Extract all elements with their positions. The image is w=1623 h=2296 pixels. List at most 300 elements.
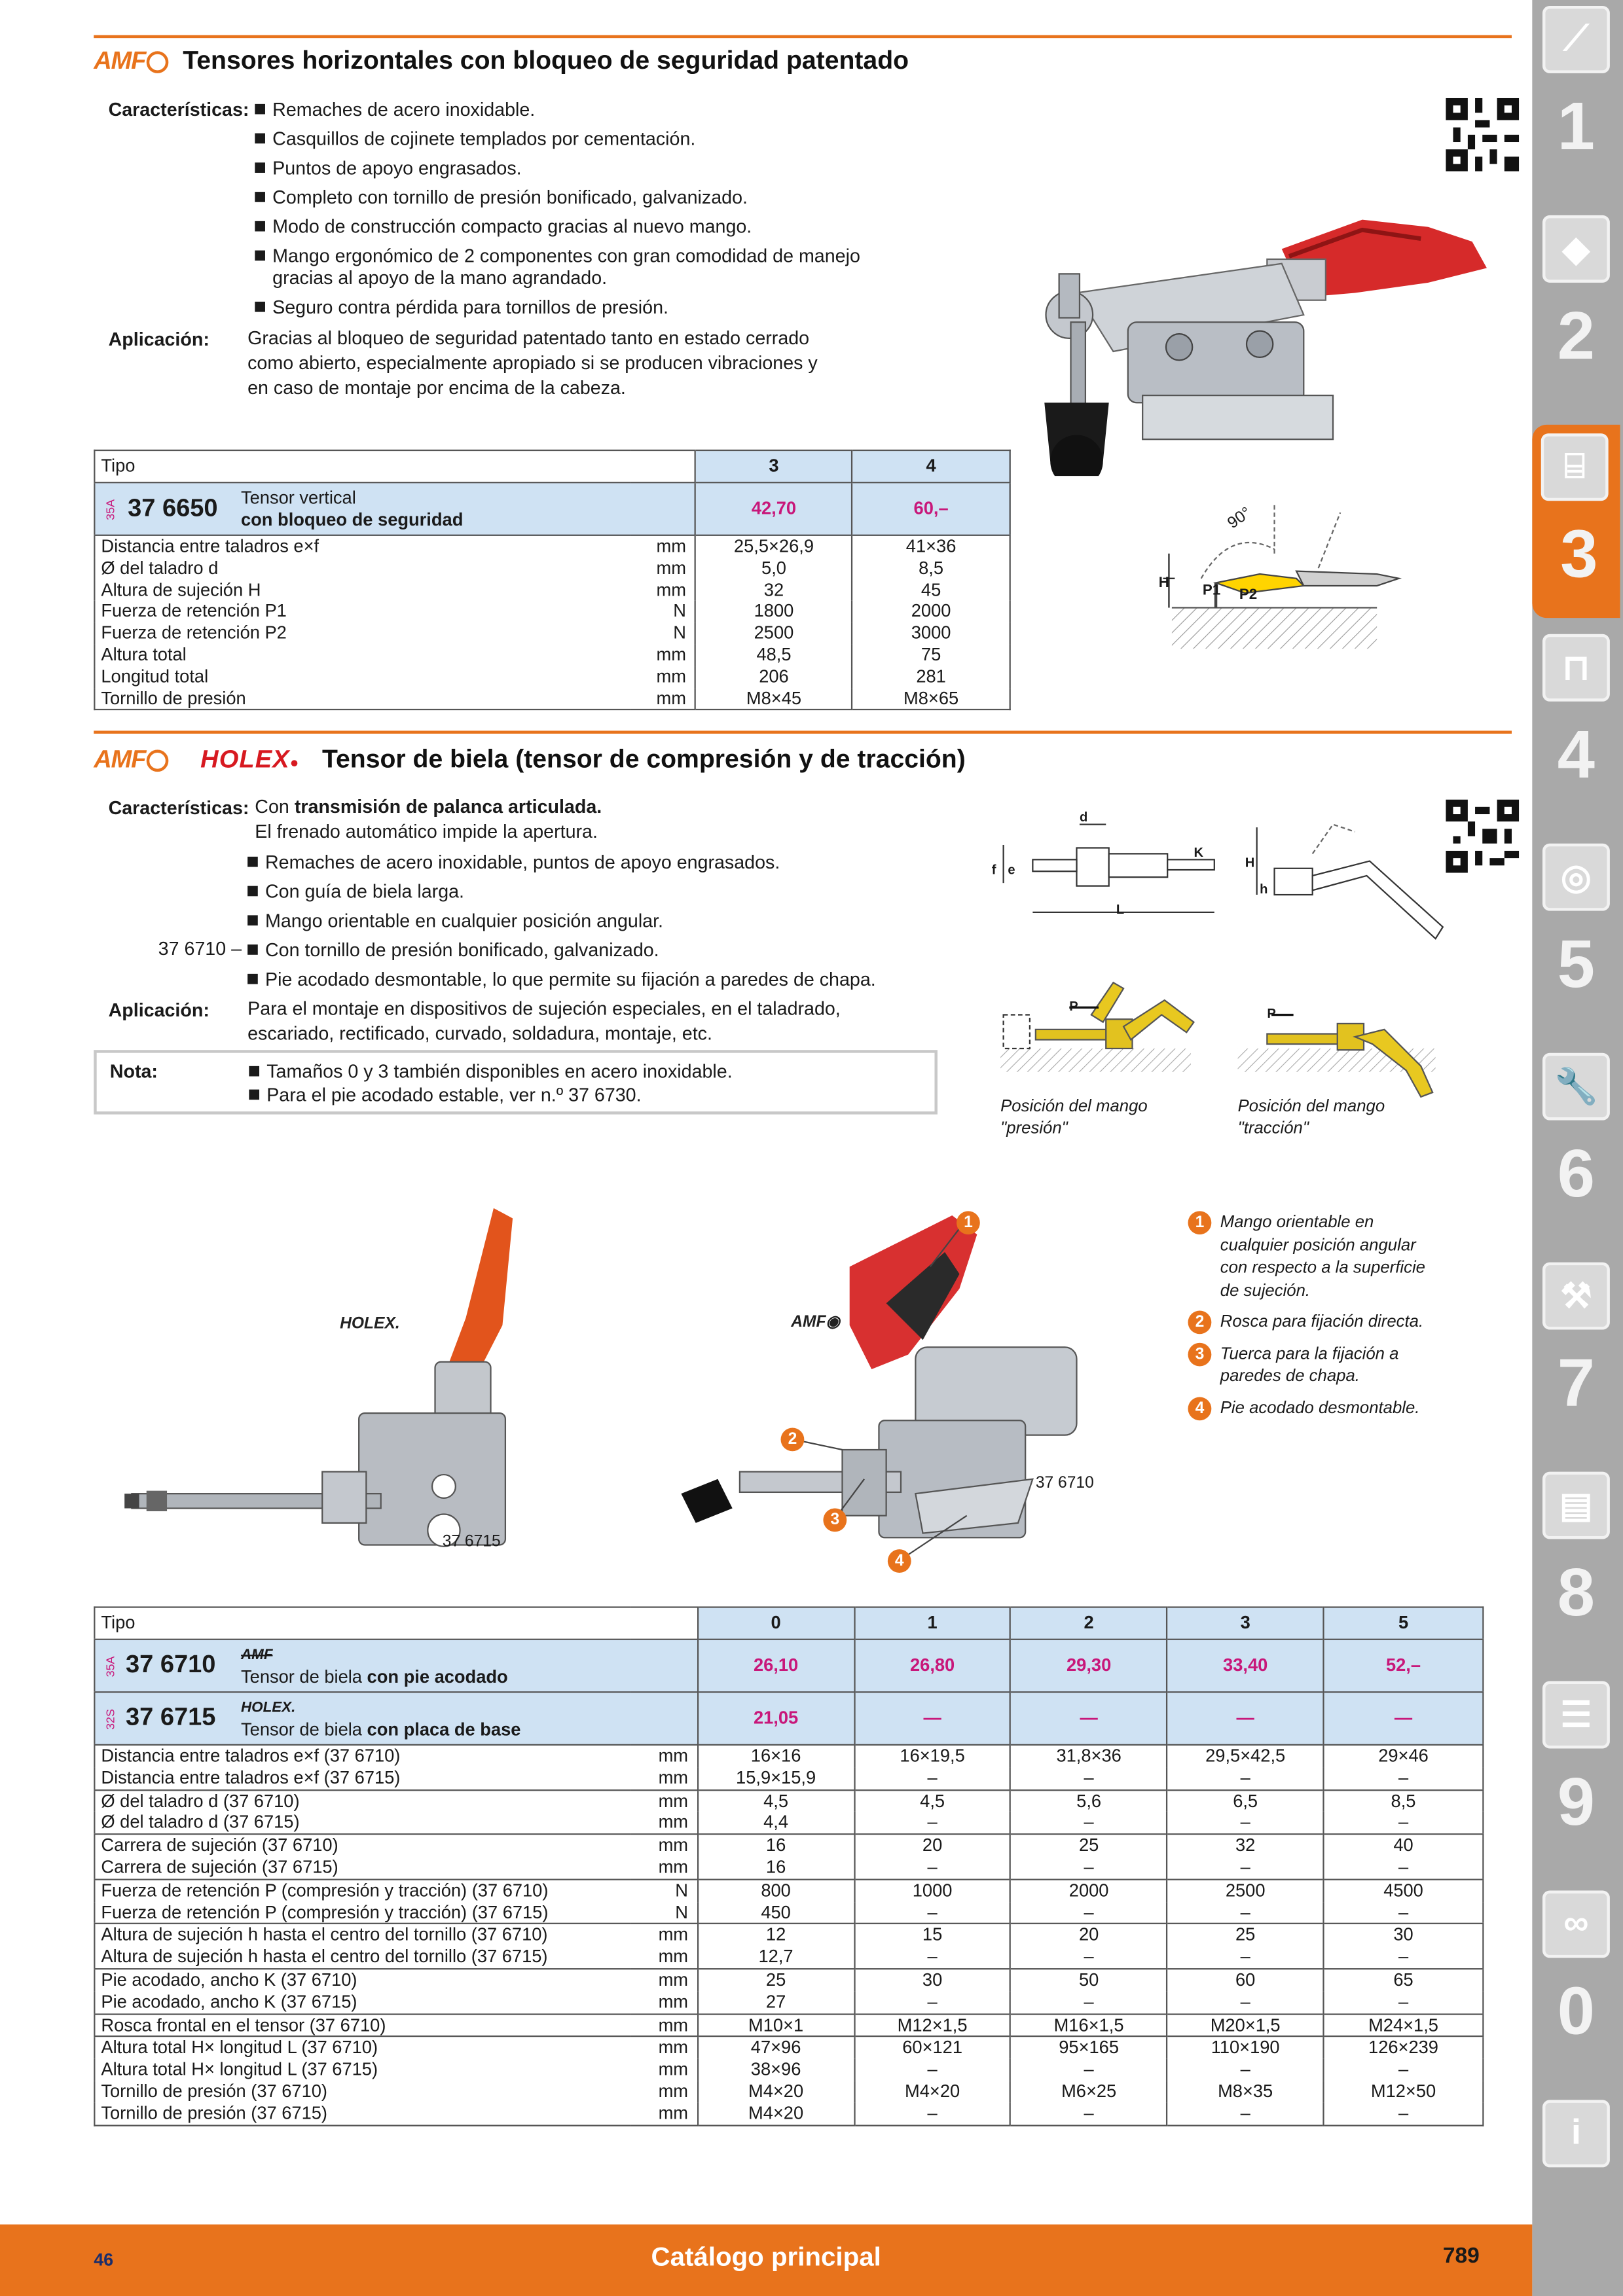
footer-bar xyxy=(0,2225,1532,2296)
tipo-label: Tipo xyxy=(94,450,695,482)
value-cell: – xyxy=(1324,1991,1484,2013)
price-cell: 60,– xyxy=(852,482,1010,535)
callout-legend xyxy=(1188,1211,1437,1419)
spec-table-376710 xyxy=(94,1606,1484,2125)
row-unit: mm xyxy=(656,644,686,665)
article-tag: 35A xyxy=(103,498,117,520)
holex-photo-label: HOLEX. xyxy=(340,1315,400,1333)
row-unit: mm xyxy=(656,579,686,600)
feature-item: Casquillos de cojinete templados por cementación. xyxy=(255,128,917,150)
row-label: Distancia entre taladros e×f (37 6715) xyxy=(101,1767,401,1788)
feature-item: Remaches de acero inoxidable, puntos de apoyo engrasados. xyxy=(247,851,936,873)
caption-pull-position: Posición del mango "tracción" xyxy=(1237,1098,1385,1138)
value-cell: 126×239 xyxy=(1324,2037,1484,2059)
value-cell: – xyxy=(854,1857,1011,1879)
callout-legend-item: 3 Tuerca para la fijación a paredes de chapa. xyxy=(1188,1342,1437,1388)
value-cell: 65 xyxy=(1324,1969,1484,1991)
value-cell: 4,5 xyxy=(854,1789,1011,1812)
value-cell: M6×25 xyxy=(1011,2081,1167,2102)
section2-title: Tensor de biela (tensor de compresión y de tracción) xyxy=(322,744,966,774)
section2-header: AMF HOLEX● Tensor de biela (tensor de compresión y de tracción) xyxy=(94,744,966,774)
tool-cabinet-icon: ☰ xyxy=(1542,1681,1610,1749)
footer-left-page: 46 xyxy=(94,2249,114,2270)
section2-application-label: Aplicación: xyxy=(108,998,210,1021)
table-header-row xyxy=(94,450,1010,482)
value-cell: – xyxy=(854,1901,1011,1924)
value-cell: – xyxy=(1011,1991,1167,2013)
row-unit: N xyxy=(675,1901,689,1922)
value-cell: – xyxy=(1324,2102,1484,2125)
row-unit: mm xyxy=(658,1812,689,1833)
footer-title: Catálogo principal xyxy=(651,2242,881,2272)
table-row xyxy=(94,2037,1483,2059)
row-label: Fuerza de retención P (compresión y tracción) (37 6715) xyxy=(101,1901,549,1922)
value-cell: 6,5 xyxy=(1167,1789,1324,1812)
info-icon: i xyxy=(1542,2100,1610,2167)
sidebar-tab-0[interactable] xyxy=(1538,1890,1614,2083)
article-description xyxy=(235,1640,697,1693)
price-cell: 52,– xyxy=(1324,1640,1484,1693)
dim-h2-label: h xyxy=(1260,881,1268,897)
row-unit: mm xyxy=(630,2037,698,2059)
height-label: H xyxy=(1158,575,1169,592)
article-desc: Tensor de biela con pie acodado xyxy=(241,1666,508,1687)
value-cell: – xyxy=(854,1991,1011,2013)
sidebar-tab-3[interactable] xyxy=(1532,425,1620,618)
value-cell: – xyxy=(1167,1991,1324,2013)
sidebar-tab-1[interactable] xyxy=(1538,6,1614,199)
intro-bold: transmisión de palanca articulada. xyxy=(294,795,602,817)
callout-marker-4: 4 xyxy=(888,1549,911,1573)
value-cell: 20 xyxy=(854,1835,1011,1857)
table-row xyxy=(94,1946,1483,1969)
section1-feature-list xyxy=(255,98,917,325)
value-cell: M16×1,5 xyxy=(1011,2014,1167,2037)
table-row xyxy=(94,622,1010,644)
value-cell: – xyxy=(854,2059,1011,2081)
sidebar-tab-7[interactable] xyxy=(1538,1263,1614,1456)
article-row xyxy=(94,1692,1483,1745)
value-cell: 5,6 xyxy=(1011,1789,1167,1812)
value-cell: M4×20 xyxy=(698,2102,854,2125)
value-cell: – xyxy=(854,1812,1011,1835)
table-row xyxy=(94,1745,1483,1767)
amf-logo: AMF xyxy=(94,745,169,774)
value-cell: 30 xyxy=(1324,1924,1484,1946)
feature-item: Completo con tornillo de presión bonificado, galvanizado. xyxy=(255,186,917,208)
value-cell: 800 xyxy=(698,1879,854,1901)
amf-logo: AMF xyxy=(94,47,169,75)
value-cell: 38×96 xyxy=(698,2059,854,2081)
value-cell: 3000 xyxy=(852,622,1010,644)
value-cell: 206 xyxy=(695,666,852,688)
value-cell: – xyxy=(854,1767,1011,1789)
row-label: Pie acodado, ancho K (37 6715) xyxy=(101,1991,357,2012)
article-row xyxy=(94,1640,1483,1693)
value-cell: 60 xyxy=(1167,1969,1324,1991)
value-cell: – xyxy=(1011,1812,1167,1835)
article-desc: Tensor de biela con placa de base xyxy=(241,1718,521,1739)
clamp-dimension-diagram xyxy=(1158,498,1406,652)
price-cell: — xyxy=(1324,1692,1484,1745)
callout-marker-3: 3 xyxy=(823,1509,847,1532)
article-tag: 35A xyxy=(103,1655,117,1677)
value-cell: 25,5×26,9 xyxy=(695,535,852,558)
section1-application-text: Gracias al bloqueo de seguridad patentado tanto en estado cerrado como abierto, especialmente apropiado si se producen vibraciones y en caso de montaje por encima de la cabeza. xyxy=(247,326,818,399)
value-cell: – xyxy=(1167,2059,1324,2081)
caption-press-position: Posición del mango "presión" xyxy=(1000,1098,1148,1138)
note-list xyxy=(249,1060,922,1113)
feature-item: Con guía de biela larga. xyxy=(247,880,936,903)
sidebar-tab-number: 1 xyxy=(1557,88,1596,164)
value-cell: 4,5 xyxy=(698,1789,854,1812)
sidebar-tab-8[interactable] xyxy=(1538,1472,1614,1665)
sidebar-tab-number: 2 xyxy=(1557,297,1596,374)
feature-item: Mango orientable en cualquier posición angular. xyxy=(247,909,936,931)
value-cell: 27 xyxy=(698,1991,854,2013)
value-cell: 12,7 xyxy=(698,1946,854,1969)
feature-ref-prefix: 37 6710 – xyxy=(158,937,242,960)
value-cell: M20×1,5 xyxy=(1167,2014,1324,2037)
note-label: Nota: xyxy=(109,1060,158,1083)
dim-f-label: f xyxy=(991,862,996,878)
value-cell: 30 xyxy=(854,1969,1011,1991)
value-cell: 110×190 xyxy=(1167,2037,1324,2059)
value-cell: M8×65 xyxy=(852,688,1010,710)
table-row xyxy=(94,1924,1483,1946)
row-unit: N xyxy=(673,601,686,622)
angle-label: 90° xyxy=(1224,504,1255,533)
row-label: Altura total H× longitud L (37 6710) xyxy=(94,2037,630,2059)
size-cell: 1 xyxy=(854,1607,1011,1640)
size-cell: 5 xyxy=(1324,1607,1484,1640)
sidebar-tab-4[interactable] xyxy=(1538,634,1614,827)
qr-code-icon[interactable] xyxy=(1446,98,1519,171)
section1-title: Tensores horizontales con bloqueo de seguridad patentado xyxy=(183,45,909,75)
row-unit: mm xyxy=(656,557,686,579)
row-label: Fuerza de retención P (compresión y tracción) (37 6710) xyxy=(94,1879,630,1901)
table-row xyxy=(94,666,1010,688)
holex-logo: HOLEX xyxy=(200,745,290,774)
toolbox-icon: ▤ xyxy=(1542,1472,1610,1539)
feature-item: Modo de construcción compacto gracias al nuevo mango. xyxy=(255,215,917,238)
row-unit: mm xyxy=(630,1924,698,1946)
table-row xyxy=(94,1969,1483,1991)
section1-header xyxy=(94,45,909,76)
value-cell: – xyxy=(1167,2102,1324,2125)
value-cell: 2500 xyxy=(695,622,852,644)
value-cell: 45 xyxy=(852,579,1010,601)
article-number: 37 6650 xyxy=(128,493,218,522)
value-cell: 47×96 xyxy=(698,2037,854,2059)
value-cell: M4×20 xyxy=(698,2081,854,2102)
row-unit: mm xyxy=(630,535,696,558)
value-cell: 12 xyxy=(698,1924,854,1946)
value-cell: – xyxy=(854,2102,1011,2125)
article-brand: AMF xyxy=(241,1646,273,1663)
safety-goggles-icon: ∞ xyxy=(1542,1890,1610,1958)
article-number-cell xyxy=(94,1640,235,1693)
value-cell: 25 xyxy=(1011,1835,1167,1857)
value-cell: 32 xyxy=(1167,1835,1324,1857)
article-row xyxy=(94,482,1010,535)
table-row xyxy=(94,1835,1483,1857)
value-cell: – xyxy=(1167,1901,1324,1924)
note-item: Tamaños 0 y 3 también disponibles en acero inoxidable. xyxy=(249,1060,922,1083)
sidebar-tab-number: 0 xyxy=(1557,1972,1596,2049)
row-label: Distancia entre taladros e×f xyxy=(94,535,630,558)
value-cell: M4×20 xyxy=(854,2081,1011,2102)
row-label: Rosca frontal en el tensor (37 6710) xyxy=(94,2014,630,2037)
table-row xyxy=(94,1879,1483,1901)
table-row xyxy=(94,1857,1483,1879)
spec-table-body xyxy=(94,535,1010,710)
price-cell: — xyxy=(854,1692,1011,1745)
row-label: Distancia entre taladros e×f (37 6710) xyxy=(94,1745,630,1767)
row-label: Altura de sujeción H xyxy=(101,579,261,600)
value-cell: – xyxy=(1011,1767,1167,1789)
value-cell: – xyxy=(1167,1812,1324,1835)
row-unit: mm xyxy=(658,2059,689,2080)
value-cell: 60×121 xyxy=(854,2037,1011,2059)
article-brand: HOLEX. xyxy=(241,1699,296,1716)
row-label: Ø del taladro d (37 6710) xyxy=(94,1789,630,1812)
sidebar-tab-number: 6 xyxy=(1557,1134,1596,1211)
price-cell: — xyxy=(1011,1692,1167,1745)
sidebar-tab-number: 4 xyxy=(1557,716,1596,793)
row-unit: mm xyxy=(630,1969,698,1991)
value-cell: 29,5×42,5 xyxy=(1167,1745,1324,1767)
row-label: Tornillo de presión xyxy=(101,687,246,708)
intro-text-2: El frenado automático impide la apertura. xyxy=(255,819,598,842)
value-cell: – xyxy=(1011,1901,1167,1924)
chapter-sidebar xyxy=(1532,0,1623,2296)
value-cell: 16 xyxy=(698,1835,854,1857)
wrench-icon: 🔧 xyxy=(1542,1053,1610,1121)
row-unit: N xyxy=(630,1879,698,1901)
value-cell: 1000 xyxy=(854,1879,1011,1901)
horizontal-clamp-photo xyxy=(989,183,1516,476)
sidebar-tab-number: 5 xyxy=(1557,925,1596,1002)
row-label: Altura de sujeción h hasta el centro del tornillo (37 6710) xyxy=(94,1924,630,1946)
value-cell: M24×1,5 xyxy=(1324,2014,1484,2037)
value-cell: M8×45 xyxy=(695,688,852,710)
table-row xyxy=(94,601,1010,622)
table-row xyxy=(94,1901,1483,1924)
section1-top-rule xyxy=(94,35,1512,38)
tipo-label: Tipo xyxy=(94,1607,697,1640)
value-cell: 31,8×36 xyxy=(1011,1745,1167,1767)
article-number-cell xyxy=(94,1692,235,1745)
price-cell: 42,70 xyxy=(695,482,852,535)
section2-top-rule xyxy=(94,730,1512,733)
row-unit: mm xyxy=(658,1767,689,1788)
price-cell: 26,10 xyxy=(698,1640,854,1693)
spec-table-376650 xyxy=(94,450,1011,711)
dim-k-label: K xyxy=(1194,844,1204,860)
p2-label: P2 xyxy=(1239,587,1258,603)
caliper-icon: ⊓ xyxy=(1542,634,1610,702)
value-cell: – xyxy=(1167,1946,1324,1969)
value-cell: 32 xyxy=(695,579,852,601)
article-rows xyxy=(94,1640,1483,1745)
holex-toggle-clamp-photo xyxy=(110,1201,549,1575)
feature-item: Con tornillo de presión bonificado, galvanizado. xyxy=(247,939,936,961)
value-cell: 4,4 xyxy=(698,1812,854,1835)
dim-l-label: L xyxy=(1116,902,1125,917)
value-cell: – xyxy=(1011,2102,1167,2125)
size-cell: 2 xyxy=(1011,1607,1167,1640)
table-row xyxy=(94,2059,1483,2081)
section2-features-label: Características: xyxy=(108,797,249,819)
row-label: Altura total H× longitud L (37 6715) xyxy=(101,2059,378,2080)
amf-photo-label: AMF◉ xyxy=(791,1313,841,1331)
table-row xyxy=(94,2081,1483,2102)
footer-right-page: 789 xyxy=(1442,2243,1480,2269)
value-cell: 50 xyxy=(1011,1969,1167,1991)
value-cell: 48,5 xyxy=(695,644,852,666)
size-cell: 4 xyxy=(852,450,1010,482)
article-desc-line2: con bloqueo de seguridad xyxy=(240,509,464,529)
value-cell: 15 xyxy=(854,1924,1011,1946)
value-cell: 29×46 xyxy=(1324,1745,1484,1767)
value-cell: – xyxy=(1324,2059,1484,2081)
value-cell: – xyxy=(1167,1767,1324,1789)
price-cell: 29,30 xyxy=(1011,1640,1167,1693)
feature-item: Mango ergonómico de 2 componentes con gran comodidad de manejo gracias al apoyo de la mano agrandado. xyxy=(255,245,917,289)
note-item: Para el pie acodado estable, ver n.º 37 6730. xyxy=(249,1084,922,1106)
callout-legend-item: 1 Mango orientable en cualquier posición angular con respecto a la superficie de sujeción. xyxy=(1188,1211,1437,1302)
callout-marker-1: 1 xyxy=(957,1211,980,1234)
clamping-chuck-icon: ⌸ xyxy=(1541,433,1609,501)
article-description xyxy=(235,1692,697,1745)
value-cell: 16×16 xyxy=(698,1745,854,1767)
value-cell: – xyxy=(1324,1767,1484,1789)
row-unit: mm xyxy=(658,1991,689,2012)
sidebar-tab-9[interactable] xyxy=(1538,1681,1614,1874)
table-row xyxy=(94,1789,1483,1812)
value-cell: 2500 xyxy=(1167,1879,1324,1901)
row-label: Fuerza de retención P1 xyxy=(101,601,287,622)
section2-feature-list xyxy=(247,851,936,997)
callout-legend-item: 2 Rosca para fijación directa. xyxy=(1188,1310,1437,1333)
row-label: Fuerza de retención P2 xyxy=(101,622,287,643)
value-cell: 4500 xyxy=(1324,1879,1484,1901)
force-p-label: P xyxy=(1267,1006,1276,1021)
size-cell: 3 xyxy=(1167,1607,1324,1640)
value-cell: – xyxy=(1011,1946,1167,1969)
value-cell: – xyxy=(1324,1857,1484,1879)
grinding-disc-icon: ◎ xyxy=(1542,844,1610,911)
row-label: Ø del taladro d (37 6715) xyxy=(101,1812,300,1833)
value-cell: 8,5 xyxy=(852,558,1010,579)
table-row xyxy=(94,2102,1483,2125)
table-row xyxy=(94,1812,1483,1835)
value-cell: – xyxy=(1167,1857,1324,1879)
row-label: Longitud total xyxy=(101,666,209,687)
value-cell: – xyxy=(1011,1857,1167,1879)
pliers-hammer-icon: ⚒ xyxy=(1542,1263,1610,1330)
row-unit: mm xyxy=(630,1835,698,1857)
sidebar-tab-number: 8 xyxy=(1557,1553,1596,1630)
size-cell: 3 xyxy=(695,450,852,482)
table-row xyxy=(94,1767,1483,1789)
value-cell: M12×1,5 xyxy=(854,2014,1011,2037)
sidebar-tab-number: 9 xyxy=(1557,1763,1596,1840)
value-cell: 281 xyxy=(852,666,1010,688)
value-cell: 16×19,5 xyxy=(854,1745,1011,1767)
toggle-clamp-dimension-drawings xyxy=(989,810,1457,1102)
row-unit: mm xyxy=(658,2102,689,2123)
row-unit: mm xyxy=(656,687,686,708)
value-cell: – xyxy=(1324,1812,1484,1835)
feature-item: Remaches de acero inoxidable. xyxy=(255,98,917,120)
row-unit: mm xyxy=(658,2081,689,2102)
sidebar-tab-number: 7 xyxy=(1557,1344,1596,1421)
section1-features-label: Características: xyxy=(108,98,249,120)
value-cell: 41×36 xyxy=(852,535,1010,558)
section2-application-text: Para el montaje en dispositivos de sujeción especiales, en el taladrado, escariado, rectificado, curvado, soldadura, montaje, etc. xyxy=(247,997,841,1045)
photo-ref-376710: 37 6710 xyxy=(1035,1475,1094,1492)
table-row xyxy=(94,2014,1483,2037)
sidebar-tab-2[interactable] xyxy=(1538,215,1614,408)
price-cell: 33,40 xyxy=(1167,1640,1324,1693)
article-number-cell xyxy=(94,482,235,535)
table-row xyxy=(94,579,1010,601)
row-label: Tornillo de presión (37 6715) xyxy=(101,2102,327,2123)
article-description xyxy=(235,482,695,535)
row-unit: mm xyxy=(658,1856,689,1878)
value-cell: – xyxy=(1011,2059,1167,2081)
value-cell: 75 xyxy=(852,644,1010,666)
callout-lines xyxy=(776,1208,981,1574)
p1-label: P1 xyxy=(1202,583,1221,600)
row-label: Altura total xyxy=(101,644,187,665)
spec-table-body xyxy=(94,1745,1483,2125)
table-row xyxy=(94,644,1010,666)
size-cell: 0 xyxy=(698,1607,854,1640)
sidebar-tab-6[interactable] xyxy=(1538,1053,1614,1246)
row-unit: mm xyxy=(630,1789,698,1812)
feature-item: Pie acodado desmontable, lo que permite su fijación a paredes de chapa. xyxy=(247,968,936,990)
row-unit: mm xyxy=(630,1745,698,1767)
dim-d-label: d xyxy=(1079,810,1088,825)
row-unit: mm xyxy=(658,1946,689,1967)
dim-h-label: H xyxy=(1245,855,1255,870)
article-tag: 32S xyxy=(103,1708,117,1729)
photo-ref-376715: 37 6715 xyxy=(442,1533,501,1551)
note-box xyxy=(94,1050,938,1114)
value-cell: 25 xyxy=(1167,1924,1324,1946)
sidebar-tab-number: 3 xyxy=(1560,515,1598,592)
dim-e-label: e xyxy=(1008,862,1015,878)
row-unit: N xyxy=(673,622,686,643)
insert-tool-icon: ◆ xyxy=(1542,215,1610,283)
row-label: Altura de sujeción h hasta el centro del tornillo (37 6715) xyxy=(101,1946,548,1967)
table-row xyxy=(94,1991,1483,2013)
value-cell: 450 xyxy=(698,1901,854,1924)
table-row xyxy=(94,535,1010,558)
article-desc-line1: Tensor vertical xyxy=(240,486,356,508)
article-desc-bold: con pie acodado xyxy=(367,1666,508,1687)
drill-bit-icon: ⟋ xyxy=(1542,6,1610,73)
price-cell: — xyxy=(1167,1692,1324,1745)
sidebar-tab-i[interactable] xyxy=(1538,2100,1614,2191)
value-cell: 16 xyxy=(698,1857,854,1879)
value-cell: 2000 xyxy=(852,601,1010,622)
article-number: 37 6715 xyxy=(125,1703,216,1732)
sidebar-tab-5[interactable] xyxy=(1538,844,1614,1037)
